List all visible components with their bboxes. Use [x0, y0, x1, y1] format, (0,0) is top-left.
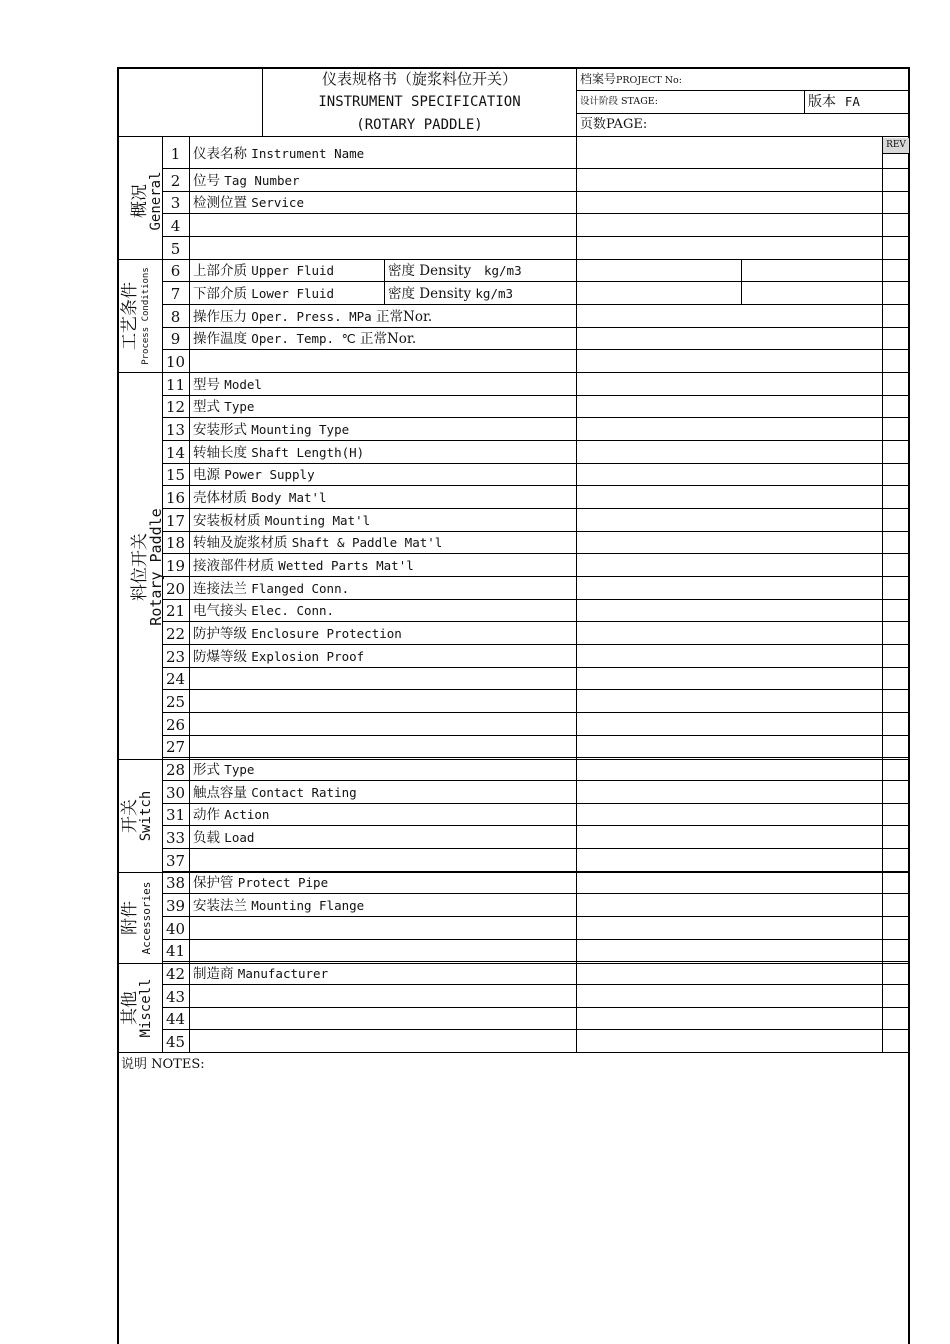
row-value-cell[interactable]	[577, 328, 881, 349]
row-label-en: Contact Rating	[251, 784, 357, 800]
row-number: 8	[170, 307, 181, 326]
row-label	[193, 623, 402, 645]
row-label	[193, 170, 300, 192]
row-number: 42	[165, 964, 186, 983]
row-label-cn: 防爆等级	[193, 648, 247, 665]
row-number: 30	[165, 783, 186, 802]
row-label	[193, 260, 334, 282]
row-number: 37	[165, 851, 186, 870]
row-label	[193, 759, 254, 781]
row-number: 26	[165, 715, 186, 734]
row-value-cell[interactable]	[577, 622, 881, 644]
row-label	[193, 306, 432, 328]
row-value-cell[interactable]	[577, 509, 881, 531]
row-number: 17	[165, 511, 186, 530]
row-label-en: Load	[224, 829, 255, 845]
row-value-cell[interactable]	[577, 804, 881, 825]
row-value-cell[interactable]	[577, 532, 881, 553]
row-label-cn: 安装法兰	[193, 897, 247, 914]
row-label-cn: 下部介质	[193, 285, 247, 302]
row-value-cell[interactable]	[577, 736, 881, 757]
row-label	[193, 396, 254, 418]
row-label	[193, 143, 364, 165]
page-label: 页数PAGE:	[580, 117, 648, 132]
row-value-cell[interactable]	[577, 894, 881, 916]
stage-label: 设计阶段 STAGE:	[580, 96, 658, 107]
row-label-en: Action	[224, 807, 270, 822]
row-label-en: Instrument Name	[251, 146, 365, 161]
row-label	[193, 646, 364, 668]
row-label	[193, 464, 315, 486]
row-number: 2	[170, 171, 181, 190]
row-number: 16	[165, 488, 186, 507]
row-value-cell[interactable]	[577, 645, 881, 667]
row-number: 22	[165, 624, 186, 643]
row-label-cn: 接液部件材质	[193, 557, 274, 574]
row-label-en: Service	[251, 195, 304, 210]
row-number: 9	[170, 330, 181, 348]
row-value-cell[interactable]	[577, 396, 881, 417]
row-value-cell[interactable]	[577, 985, 881, 1007]
row-value-cell[interactable]	[577, 781, 881, 803]
version-divider	[804, 90, 805, 113]
row-label-en: Upper Fluid	[251, 263, 335, 278]
header-bottom-line	[117, 136, 910, 137]
row-label	[193, 328, 416, 350]
row-label-en: Shaft & Paddle Mat'l	[291, 535, 443, 550]
row-label	[193, 600, 334, 622]
row-label-cn: 安装板材质	[193, 512, 261, 529]
row-label-en: Tag Number	[224, 172, 300, 188]
row-label-en: Manufacturer	[237, 965, 329, 981]
row-value-cell[interactable]	[577, 826, 881, 848]
row-number: 33	[165, 828, 186, 847]
row-label-cn: 连接法兰	[193, 580, 247, 597]
row-label-cn: 转轴及旋浆材质	[193, 535, 288, 551]
row-value-cell[interactable]	[577, 214, 881, 236]
row-label-en: Shaft Length(H)	[251, 444, 365, 460]
row-label-cn: 电源	[193, 467, 220, 483]
row-value-cell[interactable]	[577, 441, 881, 463]
row-number: 6	[170, 262, 181, 280]
row-number: 28	[165, 760, 186, 779]
row-value-cell[interactable]	[577, 758, 881, 780]
row-label	[193, 419, 349, 441]
row-value-cell[interactable]	[577, 917, 881, 939]
row-number: 39	[165, 896, 186, 915]
row-number: 3	[170, 194, 181, 212]
row-label-cn: 转轴长度	[193, 444, 247, 461]
row-value-cell[interactable]	[577, 139, 881, 168]
section-miscell: 其他 Miscell	[120, 978, 154, 1038]
row-label-cn: 操作温度	[193, 331, 247, 347]
row-label	[193, 963, 328, 985]
row-label-en: Wetted Parts Mat'l	[278, 557, 414, 573]
row-label-en: Mounting Type	[251, 421, 350, 437]
row-label-en: Elec. Conn.	[251, 603, 335, 618]
row-number: 11	[165, 375, 186, 394]
row-label-en: Type	[224, 399, 255, 414]
row-value-cell[interactable]	[577, 713, 881, 735]
row-label-cn: 检测位置	[193, 195, 247, 211]
row-value-cell[interactable]	[577, 940, 881, 961]
row-label-en: Protect Pipe	[237, 875, 329, 890]
row-label-cn: 制造商	[193, 965, 234, 982]
row-label-cn: 形式	[193, 761, 220, 778]
row-number: 38	[165, 874, 186, 892]
title-chinese: 仪表规格书（旋浆料位开关）	[321, 70, 517, 88]
row-label	[193, 895, 364, 917]
row-label	[193, 782, 357, 804]
row-value-cell[interactable]	[577, 169, 881, 191]
row-number: 10	[165, 352, 186, 371]
version-label: 版本 FA	[808, 94, 860, 110]
row-label-cn: 仪表名称	[193, 146, 247, 162]
row-value-cell[interactable]	[577, 350, 881, 372]
row-label-cn: 安装形式	[193, 421, 247, 438]
row-label	[193, 872, 328, 894]
row-label	[193, 442, 364, 464]
row-label-cn: 动作	[193, 807, 220, 823]
row-value-cell[interactable]	[577, 962, 881, 984]
section-accessories: 附件 Accessories	[120, 881, 153, 955]
row-label-cn: 保护管	[193, 875, 234, 891]
row-value-cell[interactable]	[577, 872, 881, 893]
row-label-cn: 型号	[193, 376, 220, 393]
row-value-cell[interactable]	[577, 849, 881, 871]
row-label-en: Enclosure Protection	[251, 625, 402, 641]
row-label	[193, 555, 414, 577]
row-label-cn: 壳体材质	[193, 489, 247, 506]
row-number: 43	[165, 987, 186, 1006]
row-number: 4	[170, 216, 181, 235]
row-label	[193, 487, 327, 509]
row-label-en: Lower Fluid	[251, 285, 335, 301]
row-label-cn: 操作压力	[193, 308, 247, 325]
row-number: 14	[165, 443, 186, 462]
row-label	[193, 374, 262, 396]
row-value-cell[interactable]	[577, 1030, 881, 1052]
row-label-en: Model	[224, 376, 262, 392]
row-value-cell[interactable]	[577, 305, 881, 327]
row-label-cn: 位号	[193, 172, 220, 189]
row-number: 31	[165, 806, 186, 824]
row-number: 27	[165, 738, 186, 756]
section-switch: 开关 Switch	[120, 790, 154, 842]
row-value-cell[interactable]	[577, 690, 881, 712]
row-number: 5	[170, 239, 181, 258]
row-value-cell[interactable]	[577, 373, 881, 395]
row-label-cn: 负载	[193, 829, 220, 846]
project-no-label: 档案号PROJECT No:	[580, 72, 682, 86]
row-value-cell[interactable]	[577, 418, 881, 440]
row-number: 1	[170, 145, 181, 163]
row-label-extra: 正常Nor.	[359, 331, 417, 347]
rev-label: REV	[883, 138, 909, 154]
row-number: 21	[165, 602, 186, 620]
row-value-cell[interactable]	[577, 577, 881, 599]
row-line	[162, 1052, 910, 1053]
row-label	[193, 532, 442, 554]
row-number: 20	[165, 579, 186, 598]
row-label-en: Flanged Conn.	[251, 580, 350, 596]
row-value-cell[interactable]	[577, 464, 881, 485]
row-label-cn: 电气接头	[193, 603, 247, 619]
section-general: 概况 General	[130, 171, 164, 231]
section-process-conditions: 工艺条件 Process Conditions	[120, 267, 151, 365]
density-label-lower: 密度 Density kg/m3	[388, 286, 514, 302]
row-number: 7	[170, 284, 181, 303]
row-label	[193, 283, 334, 305]
row-label-en: Power Supply	[224, 467, 315, 482]
row-label-en: Explosion Proof	[251, 648, 365, 664]
row-number: 12	[165, 398, 186, 416]
title-paddle: (ROTARY PADDLE)	[356, 117, 483, 133]
row-label-cn: 型式	[193, 399, 220, 415]
row-label-en: Body Mat'l	[251, 489, 327, 505]
number-column-divider	[189, 136, 190, 1052]
row-number: 24	[165, 670, 186, 688]
row-label-cn: 触点容量	[193, 784, 247, 801]
row-value-cell[interactable]	[577, 554, 881, 576]
row-label-en: Type	[224, 761, 255, 777]
row-label-cn: 防护等级	[193, 625, 247, 642]
row-label	[193, 804, 269, 826]
row-number: 18	[165, 534, 186, 552]
rev-column-divider	[882, 136, 883, 1052]
row-label	[193, 578, 349, 600]
row-value-cell[interactable]	[577, 668, 881, 689]
row-number: 45	[165, 1032, 186, 1051]
row-label-en: Oper. Temp. ℃	[251, 331, 356, 346]
row-number: 15	[165, 466, 186, 484]
density-label-upper: 密度 Density kg/m3	[388, 263, 522, 279]
row-label-extra: 正常Nor.	[376, 308, 433, 325]
row-value-cell[interactable]	[577, 1008, 881, 1029]
row-number: 44	[165, 1010, 186, 1028]
section-rotary-paddle: 料位开关 Rotary Paddle	[130, 508, 165, 626]
row-number: 25	[165, 692, 186, 711]
notes-label: 说明 NOTES:	[121, 1057, 205, 1072]
row-label	[193, 827, 254, 849]
row-label-cn: 上部介质	[193, 263, 247, 279]
row-value-cell[interactable]	[577, 237, 881, 259]
row-label-en: Mounting Flange	[251, 897, 365, 913]
row-value-cell[interactable]	[577, 282, 881, 304]
row-value-cell[interactable]	[577, 486, 881, 508]
title-english: INSTRUMENT SPECIFICATION	[318, 94, 521, 110]
row-label-en: Mounting Mat'l	[264, 512, 371, 528]
row-number: 13	[165, 420, 186, 439]
row-value-cell[interactable]	[577, 192, 881, 213]
row-value-cell[interactable]	[577, 260, 881, 281]
row-number: 41	[165, 942, 186, 960]
row-label	[193, 192, 304, 214]
row-label	[193, 510, 370, 532]
row-value-cell[interactable]	[577, 600, 881, 621]
row-number: 23	[165, 647, 186, 666]
row-label-en: Oper. Press. MPa	[251, 308, 372, 324]
row-number: 19	[165, 556, 186, 575]
row-number: 40	[165, 919, 186, 938]
